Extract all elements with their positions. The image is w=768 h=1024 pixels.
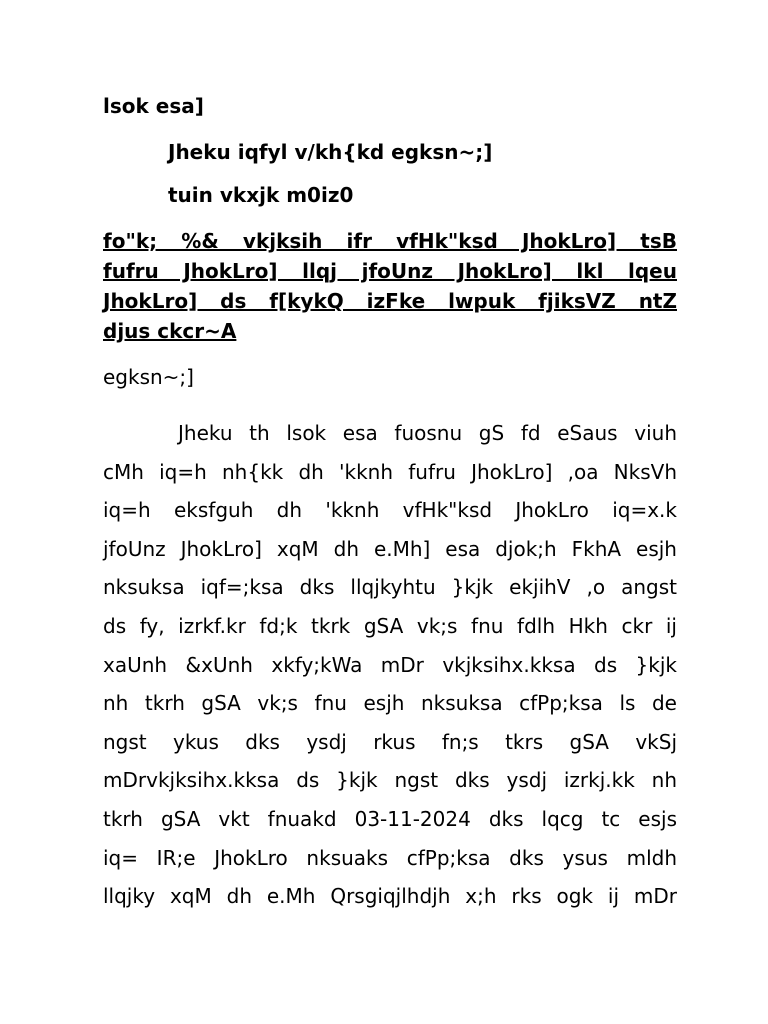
body-line: ds fy, izrkf.kr fd;k tkrk gSA vk;s fnu fdlh Hkh ckr ij bbox=[103, 613, 677, 638]
subject-line: djus ckcr~A bbox=[103, 319, 237, 343]
subject-line: fo"k; %& vkjksih ifr vfHk"ksd JhokLro] tsB bbox=[103, 229, 677, 253]
body-line: iq=h eksfguh dh 'kknh vfHk"ksd JhokLro iq=x.k bbox=[103, 498, 677, 523]
body-line: xaUnh &xUnh xkfy;kWa mDr vkjksihx.kksa ds }kjk bbox=[103, 652, 677, 677]
salutation: egksn~;] bbox=[103, 365, 194, 389]
addressee-line-1: Jheku iqfyl v/kh{kd egksn~;] bbox=[168, 140, 493, 164]
body-line: Jheku th lsok esa fuosnu gS fd eSaus viuh bbox=[178, 421, 677, 445]
body-paragraph bbox=[103, 414, 677, 916]
subject-line: fufru JhokLro] llqj jfoUnz JhokLro] lkl lqeu bbox=[103, 259, 677, 283]
body-line: cMh iq=h nh{kk dh 'kknh fufru JhokLro] ,oa NksVh bbox=[103, 459, 677, 484]
body-line: mDrvkjksihx.kksa ds }kjk ngst dks ysdj izrkj.kk nh bbox=[103, 768, 677, 793]
body-line: iq= IR;e JhokLro nksuaks cfPp;ksa dks ysus mldh bbox=[103, 845, 677, 870]
subject-block bbox=[103, 226, 677, 346]
body-line: nksuksa iqf=;ksa dks llqjkyhtu }kjk ekjihV ,o angst bbox=[103, 575, 677, 600]
body-line: llqjky xqM dh e.Mh Qrsgiqjlhdjh x;h rks ogk ij mDr bbox=[103, 884, 677, 909]
to-line: lsok esa] bbox=[103, 94, 204, 118]
body-line: tkrh gSA vkt fnuakd 03-11-2024 dks lqcg tc esjs bbox=[103, 806, 677, 831]
body-line: ngst ykus dks ysdj rkus fn;s tkrs gSA vkSj bbox=[103, 729, 677, 754]
body-line: nh tkrh gSA vk;s fnu esjh nksuksa cfPp;ksa ls de bbox=[103, 691, 677, 716]
addressee-line-2: tuin vkxjk m0iz0 bbox=[168, 183, 354, 207]
body-line: jfoUnz JhokLro] xqM dh e.Mh] esa djok;h FkhA esjh bbox=[103, 536, 677, 561]
subject-line: JhokLro] ds f[kykQ izFke lwpuk fjiksVZ ntZ bbox=[103, 289, 677, 313]
